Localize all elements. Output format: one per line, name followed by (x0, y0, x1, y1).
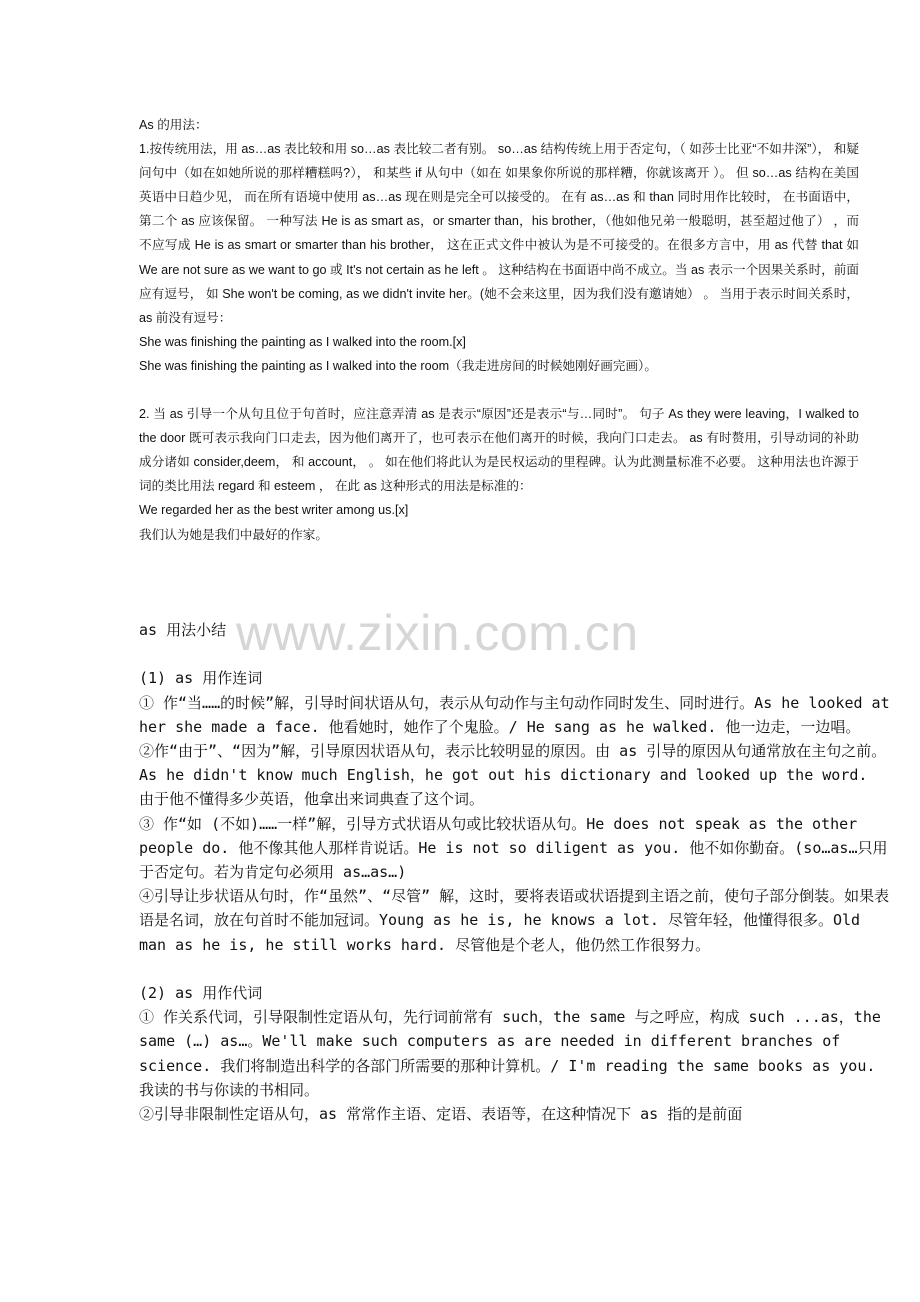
usage-notes-section (139, 113, 859, 547)
paragraph-gap (139, 378, 859, 402)
pronoun-heading: (2) as 用作代词 (139, 984, 263, 1003)
section-title: As 的用法： (139, 118, 208, 132)
blank-line (139, 642, 891, 666)
blank-line (139, 957, 891, 981)
conjunction-item-4: ④引导让步状语从句时，作“虽然”、“尽管” 解，这时，要将表语或状语提到主语之前，使句子部分倒装。如果表语是名词，放在句首时不能加冠词。Young as he is, he knows a lot. 尽管年轻，他懂得很多。Old man as he is, he still works hard. 尽管他是个老人，他仍然工作很努力。 (139, 887, 890, 954)
usage-summary-section (139, 618, 891, 1126)
pronoun-item-2: ②引导非限制性定语从句，as 常常作主语、定语、表语等，在这种情况下 as 指的是前面 (139, 1105, 743, 1124)
conjunction-item-3: ③ 作“如 (不如)……一样”解，引导方式状语从句或比较状语从句。He does not speak as the other people do. 他不像其他人那样肯说话。He is not so diligent as you. 他不如你勤奋。(so…as…只用于否定句。若为肯定句必须用 as…as…) (139, 814, 888, 882)
summary-title: as 用法小结 (139, 621, 227, 639)
conjunction-item-1: ① 作“当……的时候”解，引导时间状语从句，表示从句动作与主句动作同时发生、同时进行。As he looked at her she made a face. 他看她时，她作了个鬼脸。/ He sang as he walked. 他一边走，一边唱。 (139, 693, 890, 736)
pronoun-item-1: ① 作关系代词，引导限制性定语从句，先行词前常有 such，the same 与之呼应，构成 such ...as，the same (…) as…。We'll make such computers as are needed in different branches of science. 我们将制造出科学的各部门所需要的那种计算机。/ I'm reading the same books as you. 我读的书与你读的书相同。 (139, 1008, 881, 1099)
paragraph-2: 2. 当 as 引导一个从句且位于句首时，应注意弄清 as 是表示“原因”还是表示“与…同时”。 句子 As they were leaving，I walked to the door 既可表示我向门口走去，因为他们离开了，也可表示在他们离开的时候，我向门口走去。 as 有时赘用，引导动词的补助成分诸如 consider,deem， 和 account， 。 如在他们将此认为是民权运动的里程碑。认为此测量标准不必要。 这种用法也许源于词的类比用法 regard 和 esteem ， 在此 as 这种形式的用法是标准的： (139, 407, 859, 494)
example-sentence-3: We regarded her as the best writer among us.[x] (139, 503, 409, 518)
paragraph-1: 1.按传统用法，用 as…as 表比较和用 so…as 表比较二者有别。 so…as 结构传统上用于否定句，（ 如莎士比亚“不如井深”）， 和疑问句中（如在如她所说的那样糟糕吗?）， 和某些 if 从句中（如在 如果象你所说的那样糟，你就该离开 ）。 但 so…as 结构在美国英语中日趋少见， 而在所有语境中使用 as…as 现在则是完全可以接受的。 在有 as…as 和 than 同时用作比较时， 在书面语中，第二个 as 应该保留。 一种写法 He is as smart as，or smarter than，his brother，（他如他兄弟一般聪明，甚至超过他了） ，而不应写成 He is as smart or smarter than his brother， 这在正式文件中被认为是不可接受的。在很多方言中，用 as 代替 that 如 We are not sure as we want to go 或 It's not certain as he left 。 这种结构在书面语中尚不成立。当 as 表示一个因果关系时，前面应有逗号， 如 She won't be coming, as we didn't invite her。(她不会来这里，因为我们没有邀请她） 。 当用于表示时间关系时，as 前没有逗号： (139, 142, 859, 325)
watermark-text: www.zixin.com.cn (236, 605, 639, 661)
example-translation-3: 我们认为她是我们中最好的作家。 (139, 527, 328, 542)
conjunction-item-2: ②作“由于”、“因为”解，引导原因状语从句，表示比较明显的原因。由 as 引导的原因从句通常放在主句之前。As he didn't know much English，he got out his dictionary and looked up the word. 由于他不懂得多少英语，他拿出来词典查了这个词。 (139, 742, 887, 809)
example-sentence-2: She was finishing the painting as I walked into the room（我走进房间的时候她刚好画完画）。 (139, 358, 657, 373)
example-sentence-1: She was finishing the painting as I walked into the room.[x] (139, 334, 466, 349)
conjunction-heading: (1) as 用作连词 (139, 669, 263, 688)
